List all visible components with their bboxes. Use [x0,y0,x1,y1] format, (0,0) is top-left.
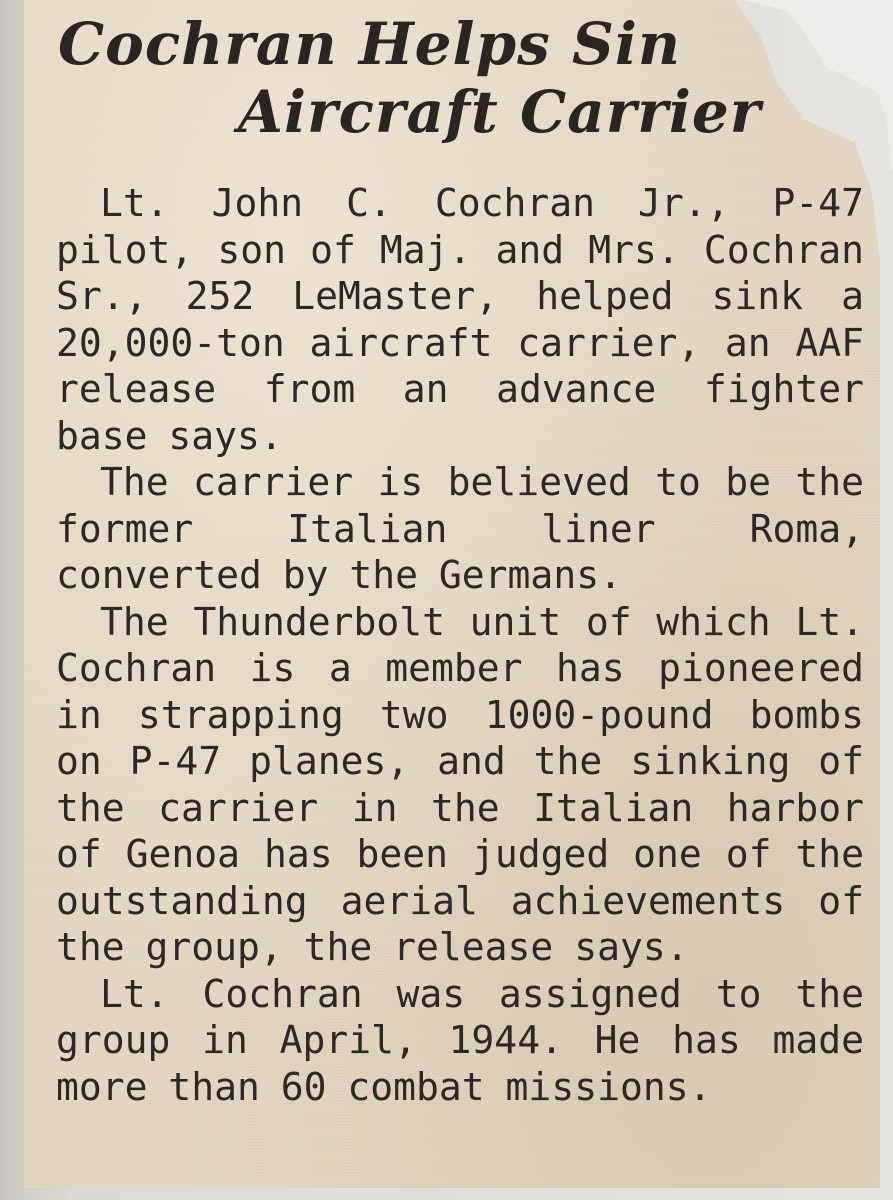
paragraph-1: Lt. John C. Cochran Jr., P-47 pilot, son of Maj. and Mrs. Cochran Sr., 252 LeMaster, helped sink a 20,000-ton aircraft carrier, an AAF release from an advance fighter base says. [56,181,864,458]
headline-line-1: Cochran Helps Sin [58,10,682,78]
paragraph-3: The Thunderbolt unit of which Lt. Cochran is a member has pioneered in strapping two 1000-pound bombs on P-47 planes, and the sinking of the carrier in the Italian harbor of Genoa has been judged one of the outstanding aerial achievements of the group, the release says. [56,599,864,969]
headline-line-2: Aircraft Carrier [238,78,762,146]
paragraph-4: Lt. Cochran was assigned to the group in April, 1944. He has made more than 60 combat missions. [56,971,864,1109]
paragraph-2: The carrier is believed to be the former Italian liner Roma, converted by the Germans. [56,460,864,597]
headline [58,10,878,146]
article-body [56,180,864,1110]
